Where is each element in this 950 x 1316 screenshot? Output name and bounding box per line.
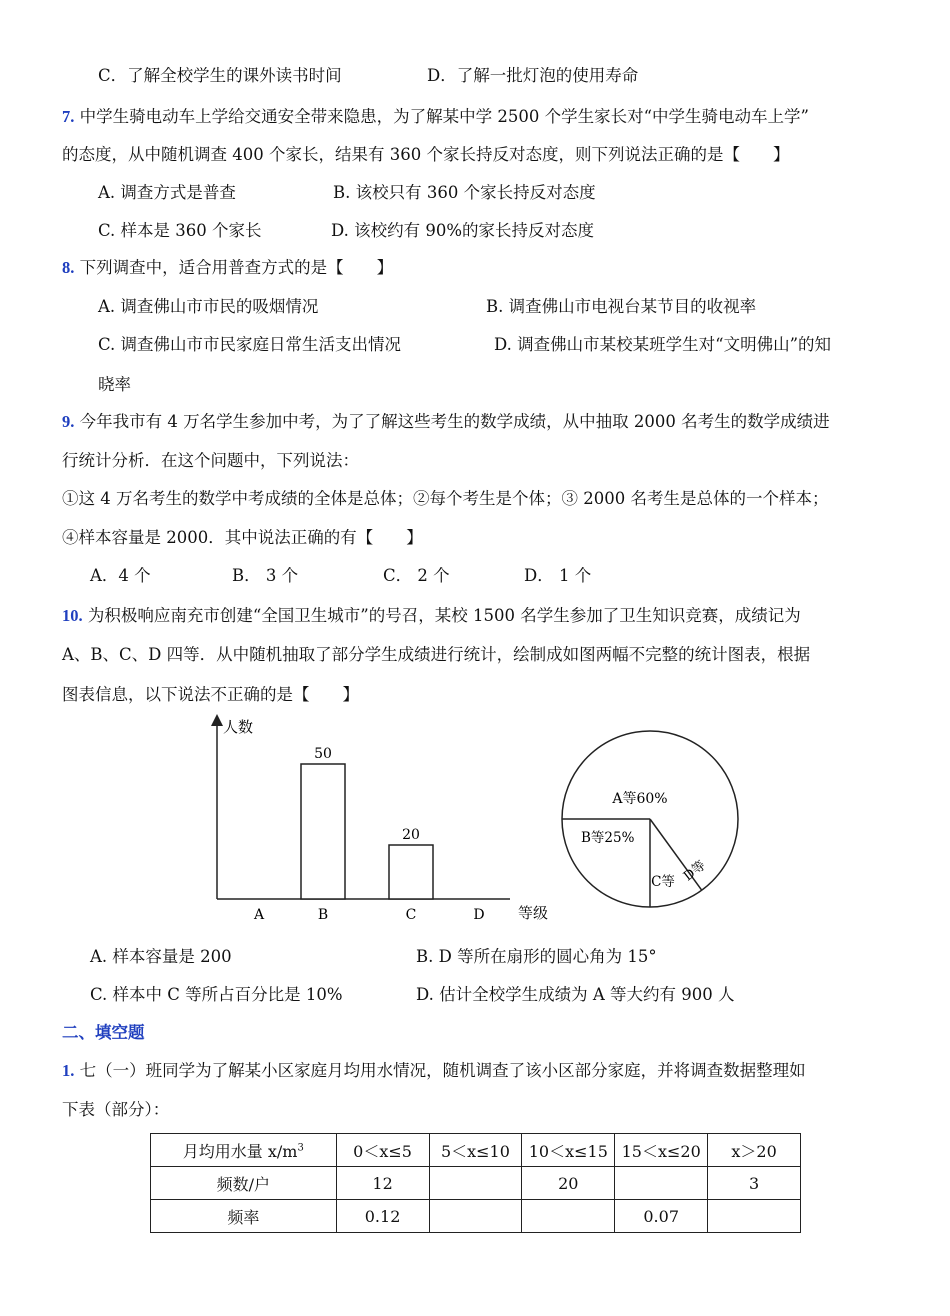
pie-slice-label: B等25% xyxy=(581,830,635,846)
q9-number: 9. xyxy=(62,412,75,431)
q10-option-b: B. D 等所在扇形的圆心角为 15° xyxy=(416,947,657,966)
q9-stem-line2: 行统计分析．在这个问题中，下列说法： xyxy=(62,451,359,470)
table-cell: 0.12 xyxy=(336,1200,429,1233)
table-header-cell: 0＜x≤5 xyxy=(336,1134,429,1167)
q10-stem-line2: A、B、C、D 四等．从中随机抽取了部分学生成绩进行统计，绘制成如图两幅不完整的统计图表，根据 xyxy=(62,645,811,664)
q8-stem xyxy=(62,256,393,280)
table-cell xyxy=(429,1200,522,1233)
fill1-text: 七（一）班同学为了解某小区家庭月均用水情况，随机调查了该小区部分家庭，并将调查数据整理如 xyxy=(79,1061,806,1080)
table-cell: 12 xyxy=(336,1167,429,1200)
q7-option-d: D. 该校约有 90%的家长持反对态度 xyxy=(331,221,595,240)
x-tick-label: A xyxy=(253,907,265,923)
fill1-stem-line1 xyxy=(62,1059,806,1083)
q7-number: 7. xyxy=(62,107,75,126)
q9-stem-line1 xyxy=(62,410,830,434)
q10-stem-line3: 图表信息，以下说法不正确的是【 】 xyxy=(62,685,359,704)
q6-option-d: D．了解一批灯泡的使用寿命 xyxy=(427,66,639,85)
pie-slice-label: D等 xyxy=(680,858,709,885)
q7-stem-line1 xyxy=(62,105,809,129)
pie-slice-label: C等 xyxy=(651,874,675,890)
q7-option-c: C. 样本是 360 个家长 xyxy=(98,221,262,240)
q9-option-c: C． 2 个 xyxy=(383,566,450,585)
header-label-sup: 3 xyxy=(297,1142,304,1154)
q9-option-d: D． 1 个 xyxy=(524,566,592,585)
q8-number: 8. xyxy=(62,258,75,277)
q8-option-a: A. 调查佛山市市民的吸烟情况 xyxy=(98,297,319,316)
q10-option-d: D. 估计全校学生成绩为 A 等大约有 900 人 xyxy=(416,985,735,1004)
q10-number: 10. xyxy=(62,606,83,625)
fill1-number: 1. xyxy=(62,1061,75,1080)
q9-option-b: B． 3 个 xyxy=(232,566,299,585)
table-cell: 0.07 xyxy=(615,1200,708,1233)
table-row xyxy=(151,1200,801,1233)
q8-text: 下列调查中，适合用普查方式的是【 】 xyxy=(79,258,394,277)
x-tick-label: D xyxy=(473,907,485,923)
row-label: 频数/户 xyxy=(151,1167,337,1200)
q10-option-c: C. 样本中 C 等所占百分比是 10% xyxy=(90,985,343,1004)
q8-option-d-cont: 晓率 xyxy=(98,375,131,394)
q9-statements-line1: ①这 4 万名考生的数学中考成绩的全体是总体；②每个考生是个体；③ 2000 名考生是总体的一个样本； xyxy=(62,489,829,508)
q7-stem-line2: 的态度，从中随机调查 400 个家长，结果有 360 个家长持反对态度，则下列说法正确的是【 】 xyxy=(62,145,790,164)
table-header-cell: 10＜x≤15 xyxy=(522,1134,615,1167)
bar-B xyxy=(301,764,345,899)
bar-value-label: 50 xyxy=(314,746,332,762)
y-axis-label: 人数 xyxy=(223,718,254,736)
table-cell xyxy=(429,1167,522,1200)
q7-text: 中学生骑电动车上学给交通安全带来隐患，为了解某中学 2500 个学生家长对“中学生骑电动车上学” xyxy=(79,107,809,126)
fill1-stem-line2: 下表（部分）： xyxy=(62,1100,170,1119)
table-header-cell: 15＜x≤20 xyxy=(615,1134,708,1167)
table-cell xyxy=(708,1200,801,1233)
table-cell: 20 xyxy=(522,1167,615,1200)
q10-text: 为积极响应南充市创建“全国卫生城市”的号召，某校 1500 名学生参加了卫生知识竞赛，成绩记为 xyxy=(87,606,801,625)
q9-option-a: A．4 个 xyxy=(90,566,151,585)
q7-option-b: B. 该校只有 360 个家长持反对态度 xyxy=(333,183,596,202)
x-tick-label: B xyxy=(317,907,329,923)
table-row xyxy=(151,1167,801,1200)
x-tick-label: C xyxy=(405,907,417,923)
table-row xyxy=(151,1134,801,1167)
q8-option-b: B. 调查佛山市电视台某节目的收视率 xyxy=(486,297,757,316)
q9-text: 今年我市有 4 万名学生参加中考，为了了解这些考生的数学成绩，从中抽取 2000 名考生的数学成绩进 xyxy=(79,412,830,431)
bar-chart xyxy=(190,712,560,927)
table-header-cell: x＞20 xyxy=(708,1134,801,1167)
table-cell: 3 xyxy=(708,1167,801,1200)
q10-option-a: A. 样本容量是 200 xyxy=(90,947,232,966)
table-cell xyxy=(522,1200,615,1233)
q8-option-c: C. 调查佛山市市民家庭日常生活支出情况 xyxy=(98,335,402,354)
pie-chart xyxy=(555,712,755,912)
table-header-label xyxy=(151,1134,337,1167)
bar-C xyxy=(389,845,433,899)
table-header-cell: 5＜x≤10 xyxy=(429,1134,522,1167)
q10-stem-line1 xyxy=(62,604,801,628)
q8-option-d: D. 调查佛山市某校某班学生对“文明佛山”的知 xyxy=(494,335,832,354)
section-title: 二、填空题 xyxy=(62,1023,145,1042)
water-usage-table xyxy=(150,1133,801,1233)
header-label-text: 月均用水量 x/m xyxy=(182,1141,298,1161)
row-label: 频率 xyxy=(151,1200,337,1233)
bar-value-label: 20 xyxy=(402,827,420,843)
q7-option-a: A. 调查方式是普查 xyxy=(98,183,236,202)
q6-option-c: C．了解全校学生的课外读书时间 xyxy=(98,66,342,85)
pie-slice-label: A等60% xyxy=(612,791,668,807)
x-axis-label: 等级 xyxy=(518,904,549,922)
q9-statements-line2: ④样本容量是 2000．其中说法正确的有【 】 xyxy=(62,528,423,547)
table-cell xyxy=(615,1167,708,1200)
